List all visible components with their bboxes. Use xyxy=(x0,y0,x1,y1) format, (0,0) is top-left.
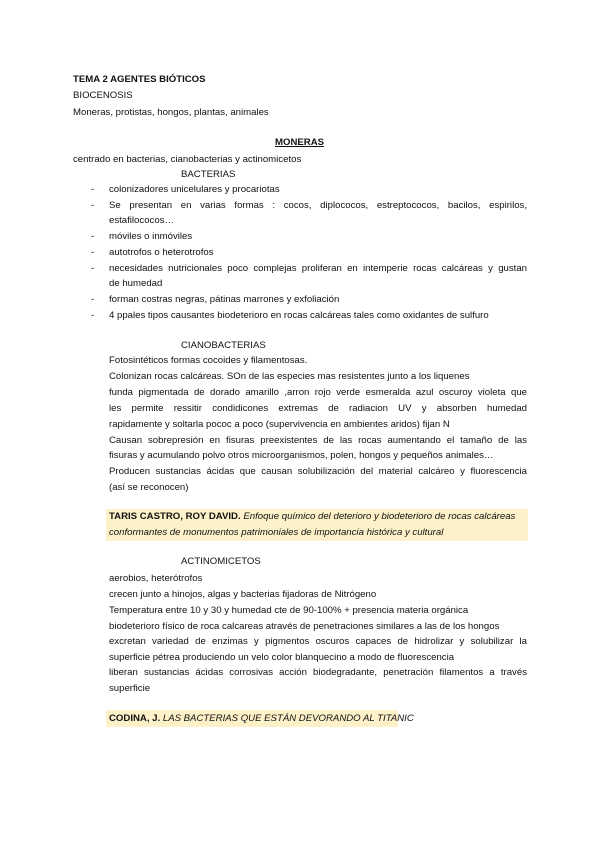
bullet-dash: - xyxy=(91,247,95,258)
paragraph-line: biodeterioro físico de roca calcareas através de penetraciones similares a las de los hongos xyxy=(109,621,500,632)
paragraph-line: excretan variedad de enzimas y pigmentos oscuros capaces de hidrolizar y solubilizar la xyxy=(109,636,527,647)
paragraph-line: superficie xyxy=(109,683,151,694)
paragraph-line: funda pigmentada de dorado amarillo ,arron rojo verde esmeralda azul oscuroy violeta que xyxy=(109,387,527,398)
bullet-dash: - xyxy=(91,263,95,274)
paragraph-line: fisuras y acumulando polvo otros microorganismos, polen, hongos y pequeños animales… xyxy=(109,450,494,461)
list-item-continuation: de humedad xyxy=(109,278,163,289)
reference-1-title: Enfoque químico del deterioro y biodeterioro de rocas calcáreas xyxy=(243,511,516,522)
document-subtitle: BIOCENOSIS xyxy=(73,90,133,101)
bullet-dash: - xyxy=(91,310,95,321)
reference-2-author: CODINA, J. xyxy=(109,713,161,724)
bacterias-heading: BACTERIAS xyxy=(181,169,236,180)
list-item: autotrofos o heterotrofos xyxy=(109,247,214,258)
list-item: móviles o inmóviles xyxy=(109,231,193,242)
paragraph-line: rapidamente y soltarla pococ a poco (supervivencia en ambientes aridos) fijan N xyxy=(109,419,450,430)
list-item: forman costras negras, pátinas marrones y exfoliación xyxy=(109,294,340,305)
reference-1-line-1: TARIS CASTRO, ROY DAVID. Enfoque químico del deterioro y biodeterioro de rocas calcáreas xyxy=(109,511,516,522)
paragraph-line: Producen sustancias ácidas que causan solubilización del material calcáreo y fluorescencia xyxy=(109,466,527,477)
list-item: necesidades nutricionales poco complejas proliferan en intemperie rocas calcáreas y gustan xyxy=(109,263,527,274)
bullet-dash: - xyxy=(91,294,95,305)
paragraph-line: Colonizan rocas calcáreas. SOn de las especies mas resistentes junto a los liquenes xyxy=(109,371,470,382)
cianobacterias-heading: CIANOBACTERIAS xyxy=(181,340,266,351)
actinomicetos-heading: ACTINOMICETOS xyxy=(181,556,261,567)
reference-2-line xyxy=(109,712,414,725)
moneras-heading: MONERAS xyxy=(275,137,325,148)
reference-2-title: LAS BACTERIAS QUE ESTÁN DEVORANDO AL TITANIC xyxy=(162,713,414,724)
paragraph-line: aerobios, heterótrofos xyxy=(109,573,203,584)
reference-1-author: TARIS CASTRO, ROY DAVID xyxy=(109,511,238,522)
moneras-intro: centrado en bacterias, cianobacterias y actinomicetos xyxy=(73,154,302,165)
paragraph-line: Fotosintéticos formas cocoides y filamentosas. xyxy=(109,355,308,366)
paragraph-line: les permite ressitir condidicones extremas de radiacion UV y absorben humedad xyxy=(109,403,527,414)
paragraph-line: Temperatura entre 10 y 30 y humedad cte de 90-100% + presencia materia orgánica xyxy=(109,605,469,616)
list-item: colonizadores unicelulares y procariotas xyxy=(109,184,280,195)
groups-line: Moneras, protistas, hongos, plantas, animales xyxy=(73,107,269,118)
bullet-dash: - xyxy=(91,231,95,242)
document-title: TEMA 2 AGENTES BIÓTICOS xyxy=(73,74,206,85)
bullet-dash: - xyxy=(91,200,95,211)
paragraph-line: superficie pétrea produciendo un velo color blanquecino a modo de fluorescencia xyxy=(109,652,455,663)
paragraph-line: (así se reconocen) xyxy=(109,482,189,493)
list-item-continuation: estafilococos… xyxy=(109,215,175,226)
paragraph-line: liberan sustancias ácidas corrosivas acción biodegradante, penetración filamentos a través xyxy=(109,667,527,678)
paragraph-line: crecen junto a hinojos, algas y bacterias fijadoras de Nitrógeno xyxy=(109,589,377,600)
bullet-dash: - xyxy=(91,184,95,195)
list-item: 4 ppales tipos causantes biodeterioro en rocas calcáreas tales como oxidantes de sulfuro xyxy=(109,310,489,321)
list-item: Se presentan en varias formas : cocos, diplococos, estreptococos, bacilos, espirilos, xyxy=(109,200,527,211)
paragraph-line: Causan sobrepresión en fisuras preexistentes de las rocas aumentando el tamaño de las xyxy=(109,435,527,446)
reference-1-title-continuation: conformantes de monumentos patrimoniales de importancia histórica y cultural xyxy=(109,527,444,538)
